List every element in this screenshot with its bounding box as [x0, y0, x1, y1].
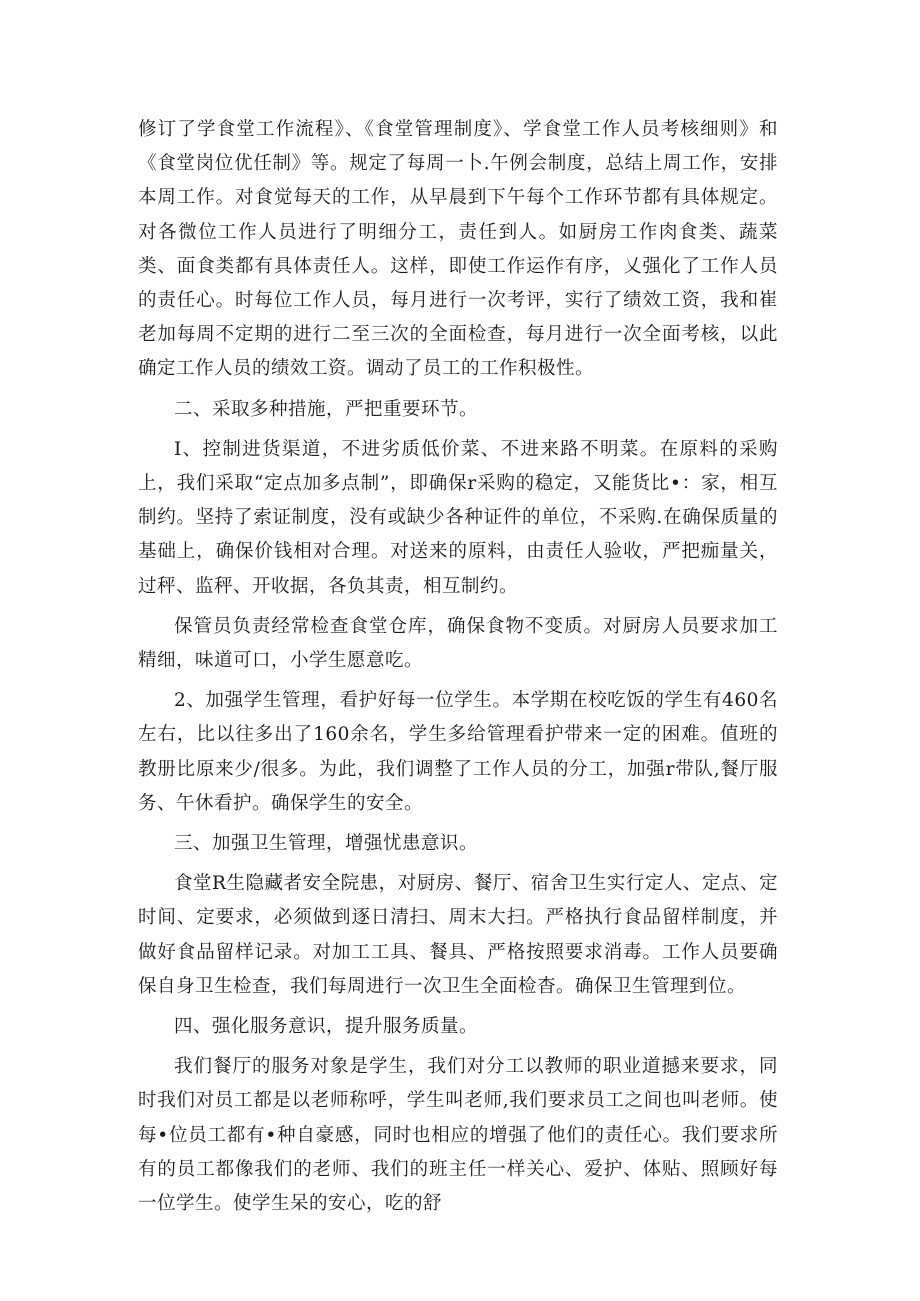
document-page: [138, 113, 778, 1221]
paragraph-4: 保管员负责经常检查食堂仓库，确保食物不变质。对厨房人员要求加工精细，味道可口，小学生愿意吃。: [138, 615, 778, 672]
section-heading-2: 二、采取多种措施，严把重要环节。: [174, 398, 479, 420]
paragraph-5: 2、加强学生管理，看护好每一位学生。本学期在校吃饭的学生有460名左右，比以往多出了160余名，学生多给管理看护带来一定的困难。值班的教册比原来少/很多。为此，我们调整了工作人员的分工，加强r带队,餐厅服务、午休看护。确保学生的安全。: [138, 690, 778, 814]
paragraph-3: I、控制进货渠道，不进劣质低价菜、不进来路不明菜。在原料的采购上，我们采取“定点加多点制”，即确保r采购的稳定，又能货比•：家，相互制约。坚持了索证制度，没有或缺少各种证件的单位，不采购.在确保质量的基础上，确保价钱相对合理。对送来的原料，由责任人验收，严把痂量关，过秤、监秤、开收据，各负其责，相互制约。: [138, 438, 778, 597]
paragraph-7: 食堂R生隐藏者安全院患，对厨房、餐厅、宿舍卫生实行定人、定点、定时间、定要求，必须做到逐日清扫、周末大扫。严格执行食品留样制度，并做好食品留样记录。对加工工具、餐具、严格按照要求消毒。工作人员要确保自身卫生检查，我们每周进行一次卫生全面检杳。确保卫生管理到位。: [138, 873, 778, 997]
paragraph-9: 我们餐厅的服务对象是学生，我们对分工以教师的职业道撼来要求，同时我们对员工都是以老师称呼，学生叫老师,我们要求员工之间也叫老师。使每•位员工都有•种自豪感，同时也相应的增强了他们的责任心。我们要求所有的员工都像我们的老师、我们的班主任一样关心、爱护、体贴、照顾好每一位学生。使学生呆的安心，吃的舒: [138, 1056, 778, 1215]
paragraph-1: 修订了学食堂工作流程》、《食堂管理制度》、学食堂工作人员考核细则》和《食堂岗位优任制》等。规定了每周一卜.午例会制度，总结上周工作，安排本周工作。对食觉每天的工作，从早晨到下午每个工作环节都有具体规定。对各微位工作人员进行了明细分工，责任到人。如厨房工作肉食类、蔬菜类、面食类都有具体责任人。这样，即使工作运作有序，乂强化了工作人员的责任心。时每位工作人员，每月进行一次考评，实行了绩效工资，我和崔老加每周不定期的进行二至三次的全面检查，每月进行一次全面考核，以此确定工作人员的绩效工资。调动了员工的工作积极性。: [138, 119, 778, 380]
section-heading-3: 三、加强卫生管理，增强忧患意识。: [174, 833, 479, 855]
section-heading-4: 四、强化服务意识，提升服务质量。: [174, 1016, 479, 1038]
